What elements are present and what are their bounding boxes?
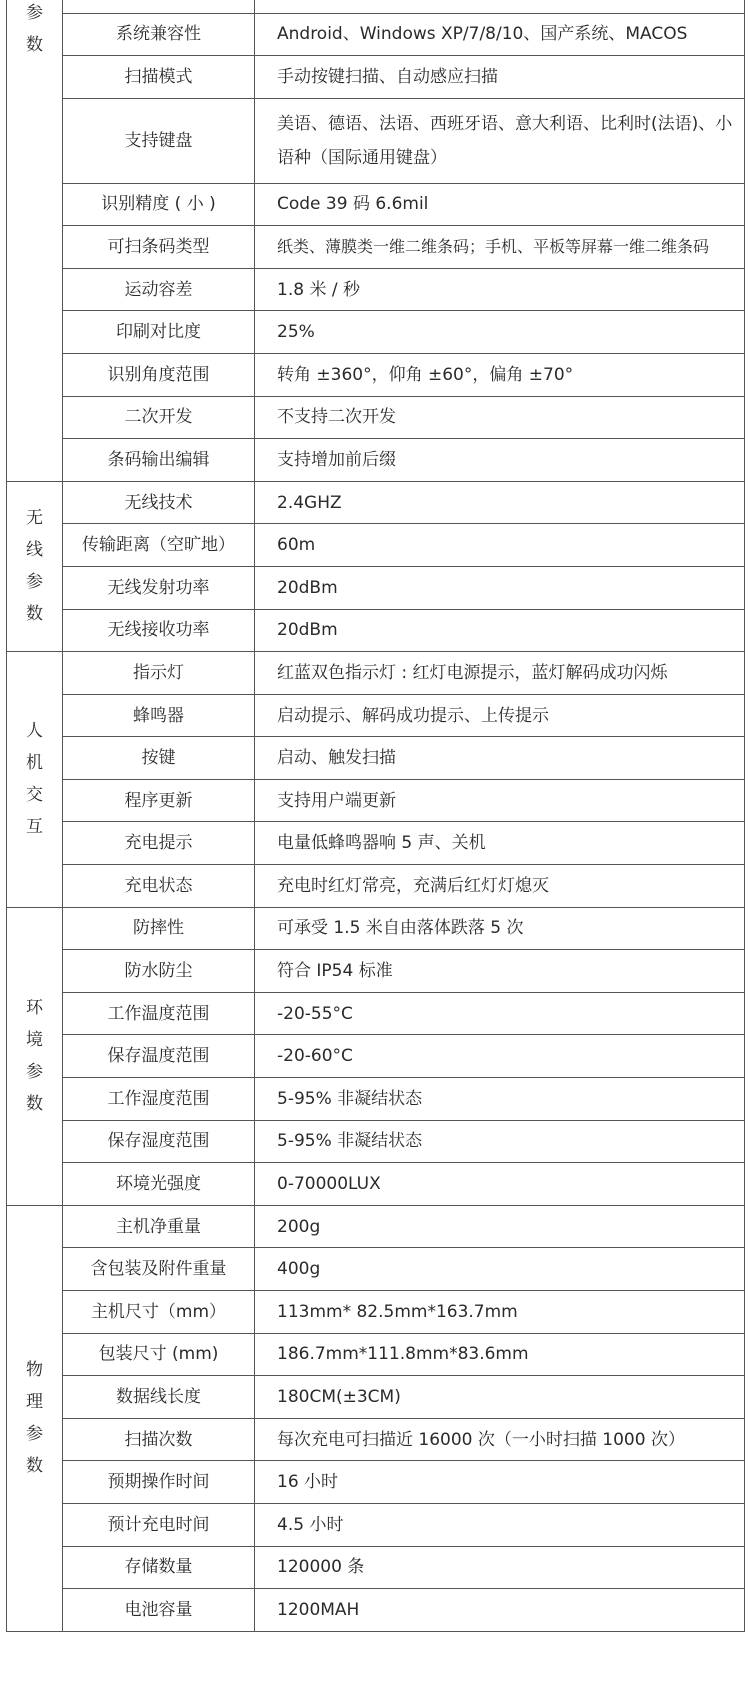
- param-name: 无线接收功率: [63, 609, 255, 652]
- param-name: 环境光强度: [63, 1163, 255, 1206]
- param-name: 保存湿度范围: [63, 1120, 255, 1163]
- param-name: 扫描次数: [63, 1418, 255, 1461]
- table-row: [7, 1291, 745, 1334]
- param-value: 4.5 小时: [255, 1503, 745, 1546]
- param-value: 启动提示、解码成功提示、上传提示: [255, 694, 745, 737]
- group-label-hmi: 人 机 交 互: [7, 652, 63, 908]
- param-value: 20dBm: [255, 566, 745, 609]
- table-row: [7, 566, 745, 609]
- table-row: [7, 609, 745, 652]
- param-value: Code 39 码 6.6mil: [255, 183, 745, 226]
- table-row: [7, 13, 745, 56]
- param-value: -20-60°C: [255, 1035, 745, 1078]
- param-name: 识别角度范围: [63, 353, 255, 396]
- table-row: [7, 1333, 745, 1376]
- table-row: [7, 694, 745, 737]
- table-row: [7, 396, 745, 439]
- table-row: [7, 98, 745, 183]
- param-value: 纸类、薄膜类一维二维条码；手机、平板等屏幕一维二维条码: [255, 226, 745, 269]
- table-row: [7, 0, 745, 13]
- param-name: 预计充电时间: [63, 1503, 255, 1546]
- param-name: 防水防尘: [63, 950, 255, 993]
- param-value: 0-70000LUX: [255, 1163, 745, 1206]
- param-value: 113mm* 82.5mm*163.7mm: [255, 1291, 745, 1334]
- param-value: Android、Windows XP/7/8/10、国产系统、MACOS: [255, 13, 745, 56]
- param-name: 主机净重量: [63, 1205, 255, 1248]
- param-name: 识别精度 ( 小 ): [63, 183, 255, 226]
- table-row: [7, 1163, 745, 1206]
- param-name: [63, 0, 255, 13]
- table-row: [7, 268, 745, 311]
- param-value: 16 小时: [255, 1461, 745, 1504]
- table-row: [7, 524, 745, 567]
- table-row: [7, 652, 745, 695]
- group-label-environment-params: 环 境 参 数: [7, 907, 63, 1205]
- table-row: [7, 1035, 745, 1078]
- param-name: 工作湿度范围: [63, 1078, 255, 1121]
- param-name: 传输距离（空旷地）: [63, 524, 255, 567]
- table-row: [7, 1376, 745, 1419]
- param-name: 含包装及附件重量: [63, 1248, 255, 1291]
- param-name: 程序更新: [63, 779, 255, 822]
- spec-table: [6, 0, 745, 1632]
- param-name: 运动容差: [63, 268, 255, 311]
- param-value: 120000 条: [255, 1546, 745, 1589]
- table-row: [7, 1248, 745, 1291]
- param-value: 400g: [255, 1248, 745, 1291]
- table-row: [7, 950, 745, 993]
- table-row: [7, 1205, 745, 1248]
- param-name: 按键: [63, 737, 255, 780]
- param-value: 5-95% 非凝结状态: [255, 1078, 745, 1121]
- group-label-wireless-params: 无 线 参 数: [7, 481, 63, 651]
- param-value: 200g: [255, 1205, 745, 1248]
- param-value: 手动按键扫描、自动感应扫描: [255, 56, 745, 99]
- table-row: [7, 353, 745, 396]
- param-value: 180CM(±3CM): [255, 1376, 745, 1419]
- param-name: 支持键盘: [63, 98, 255, 183]
- param-value: 20dBm: [255, 609, 745, 652]
- param-name: 电池容量: [63, 1589, 255, 1632]
- param-name: 扫描模式: [63, 56, 255, 99]
- param-value: [255, 0, 745, 13]
- param-value: 5-95% 非凝结状态: [255, 1120, 745, 1163]
- param-value: 每次充电可扫描近 16000 次（一小时扫描 1000 次）: [255, 1418, 745, 1461]
- param-value: 60m: [255, 524, 745, 567]
- param-name: 防摔性: [63, 907, 255, 950]
- param-value: 2.4GHZ: [255, 481, 745, 524]
- param-name: 主机尺寸（mm）: [63, 1291, 255, 1334]
- param-name: 二次开发: [63, 396, 255, 439]
- table-row: [7, 1546, 745, 1589]
- group-label-basic-params: 参 数: [7, 0, 63, 481]
- param-value: 可承受 1.5 米自由落体跌落 5 次: [255, 907, 745, 950]
- table-row: [7, 226, 745, 269]
- param-name: 无线技术: [63, 481, 255, 524]
- table-row: [7, 737, 745, 780]
- param-value: 转角 ±360°，仰角 ±60°，偏角 ±70°: [255, 353, 745, 396]
- table-row: [7, 311, 745, 354]
- param-name: 工作温度范围: [63, 992, 255, 1035]
- param-value: 1.8 米 / 秒: [255, 268, 745, 311]
- param-name: 存储数量: [63, 1546, 255, 1589]
- param-value: 充电时红灯常亮，充满后红灯灯熄灭: [255, 865, 745, 908]
- param-value: 符合 IP54 标准: [255, 950, 745, 993]
- param-name: 充电提示: [63, 822, 255, 865]
- param-value: 电量低蜂鸣器响 5 声、关机: [255, 822, 745, 865]
- table-row: [7, 907, 745, 950]
- param-value: 支持用户端更新: [255, 779, 745, 822]
- param-name: 无线发射功率: [63, 566, 255, 609]
- table-row: [7, 183, 745, 226]
- table-row: [7, 865, 745, 908]
- param-value: 美语、德语、法语、西班牙语、意大利语、比利时(法语)、小语种（国际通用键盘）: [255, 98, 745, 183]
- param-name: 充电状态: [63, 865, 255, 908]
- table-row: [7, 1589, 745, 1632]
- param-name: 条码输出编辑: [63, 439, 255, 482]
- table-row: [7, 992, 745, 1035]
- table-row: [7, 1418, 745, 1461]
- table-row: [7, 1078, 745, 1121]
- param-value: 红蓝双色指示灯 : 红灯电源提示，蓝灯解码成功闪烁: [255, 652, 745, 695]
- table-row: [7, 822, 745, 865]
- param-value: 启动、触发扫描: [255, 737, 745, 780]
- param-value: 186.7mm*111.8mm*83.6mm: [255, 1333, 745, 1376]
- param-name: 可扫条码类型: [63, 226, 255, 269]
- param-name: 系统兼容性: [63, 13, 255, 56]
- param-name: 数据线长度: [63, 1376, 255, 1419]
- table-row: [7, 481, 745, 524]
- table-row: [7, 56, 745, 99]
- param-value: -20-55°C: [255, 992, 745, 1035]
- table-row: [7, 1461, 745, 1504]
- param-value: 支持增加前后缀: [255, 439, 745, 482]
- table-row: [7, 1503, 745, 1546]
- param-value: 1200MAH: [255, 1589, 745, 1632]
- param-name: 印刷对比度: [63, 311, 255, 354]
- param-name: 蜂鸣器: [63, 694, 255, 737]
- table-row: [7, 1120, 745, 1163]
- table-row: [7, 439, 745, 482]
- param-name: 预期操作时间: [63, 1461, 255, 1504]
- param-value: 不支持二次开发: [255, 396, 745, 439]
- param-value: 25%: [255, 311, 745, 354]
- table-row: [7, 779, 745, 822]
- param-name: 包装尺寸 (mm): [63, 1333, 255, 1376]
- param-name: 保存温度范围: [63, 1035, 255, 1078]
- group-label-physical-params: 物 理 参 数: [7, 1205, 63, 1631]
- param-name: 指示灯: [63, 652, 255, 695]
